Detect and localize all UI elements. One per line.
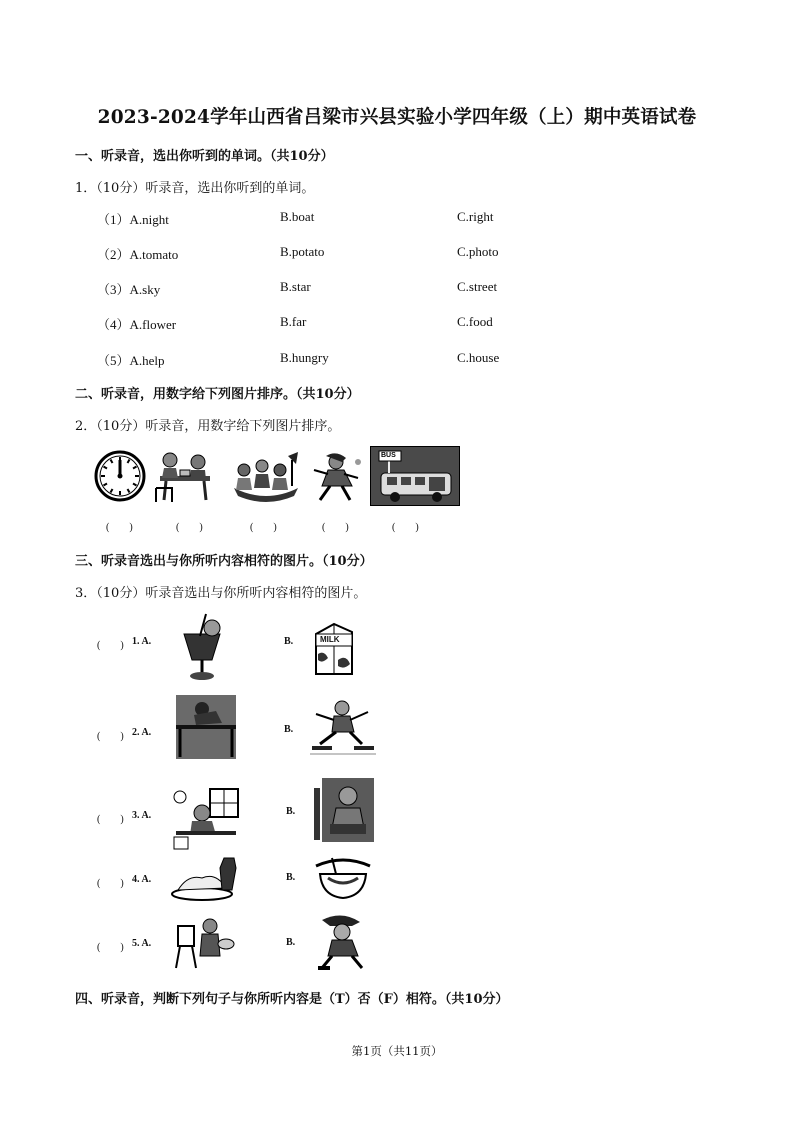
girl-sitting-picture xyxy=(312,778,374,842)
q1-option-2a: （2）A.tomato xyxy=(97,247,179,262)
section-1-heading: 一、听录音，选出你听到的单词。（共10分） xyxy=(75,149,334,164)
page-title: 2023-2024学年山西省吕梁市兴县实验小学四年级（上）期中英语试卷 xyxy=(97,107,697,128)
q3-blank-3[interactable]: ( ) xyxy=(97,814,124,825)
kids-eating-picture xyxy=(154,448,216,504)
bus-picture xyxy=(370,446,460,506)
bus-sign-text: BUS xyxy=(381,452,396,459)
q1-option-4b: B.far xyxy=(280,314,307,329)
q3-label-1b: B. xyxy=(284,636,294,647)
q3-blank-4[interactable]: ( ) xyxy=(97,878,124,889)
q2-blank-2[interactable]: ( ) xyxy=(176,522,203,533)
q3-blank-5[interactable]: ( ) xyxy=(97,942,124,953)
noodle-bowl-picture xyxy=(312,852,374,902)
q3-blank-2[interactable]: ( ) xyxy=(97,731,124,742)
q2-blank-1[interactable]: ( ) xyxy=(106,522,133,533)
q1-option-5b: B.hungry xyxy=(280,350,329,365)
q1-option-1c: C.right xyxy=(457,209,494,224)
section-2-heading: 二、听录音，用数字给下列图片排序。（共10分） xyxy=(75,387,360,402)
clock-picture xyxy=(94,450,146,502)
q2-blank-3[interactable]: ( ) xyxy=(250,522,277,533)
q1-option-3a: （3）A.sky xyxy=(97,282,161,297)
section-4-heading: 四、听录音，判断下列句子与你所听内容是（T）否（F）相符。（共10分） xyxy=(75,992,509,1007)
boy-studying-picture xyxy=(170,785,242,851)
dragon-boat-picture xyxy=(230,450,302,504)
q2-blank-4[interactable]: ( ) xyxy=(322,522,349,533)
q1-option-4a: （4）A.flower xyxy=(97,317,177,332)
q3-label-5b: B. xyxy=(286,937,296,948)
q1-option-5a: （5）A.help xyxy=(97,353,165,368)
juice-glass-picture xyxy=(178,612,226,684)
question-3: 3．（10分）听录音选出与你所听内容相符的图片。 xyxy=(75,586,367,601)
q1-option-2b: B.potato xyxy=(280,244,325,259)
q3-label-5a: 5. A. xyxy=(132,938,152,949)
q3-label-1a: 1. A. xyxy=(132,636,152,647)
bread-picture xyxy=(168,854,242,904)
q3-label-3b: B. xyxy=(286,806,296,817)
q1-option-1b: B.boat xyxy=(280,209,315,224)
boy-skating-picture xyxy=(306,696,378,758)
q3-label-2a: 2. A. xyxy=(132,727,152,738)
question-2: 2．（10分）听录音，用数字给下列图片排序。 xyxy=(75,419,341,434)
painter-picture xyxy=(172,916,236,970)
page-footer: 第1页（共11页） xyxy=(351,1044,443,1058)
q1-option-3c: C.street xyxy=(457,279,498,294)
q3-label-4a: 4. A. xyxy=(132,874,152,885)
boy-jumping-picture xyxy=(176,695,236,759)
question-1: 1．（10分）听录音，选出你听到的单词。 xyxy=(75,181,315,196)
milk-carton-picture xyxy=(310,620,358,678)
q3-blank-1[interactable]: ( ) xyxy=(97,640,124,651)
boy-kneeling-picture xyxy=(312,912,370,972)
girl-running-picture xyxy=(306,452,364,504)
q1-option-1a: （1）A.night xyxy=(97,212,169,227)
milk-label: MILK xyxy=(320,635,340,644)
q3-label-4b: B. xyxy=(286,872,296,883)
q2-blank-5[interactable]: ( ) xyxy=(392,522,419,533)
milk-carton-icon xyxy=(310,620,358,678)
q1-option-4c: C.food xyxy=(457,314,493,329)
q3-label-3a: 3. A. xyxy=(132,810,152,821)
q3-label-2b: B. xyxy=(284,724,294,735)
q1-option-2c: C.photo xyxy=(457,244,499,259)
section-3-heading: 三、听录音选出与你所听内容相符的图片。（10分） xyxy=(75,554,373,569)
q1-option-5c: C.house xyxy=(457,350,500,365)
q1-option-3b: B.star xyxy=(280,279,311,294)
